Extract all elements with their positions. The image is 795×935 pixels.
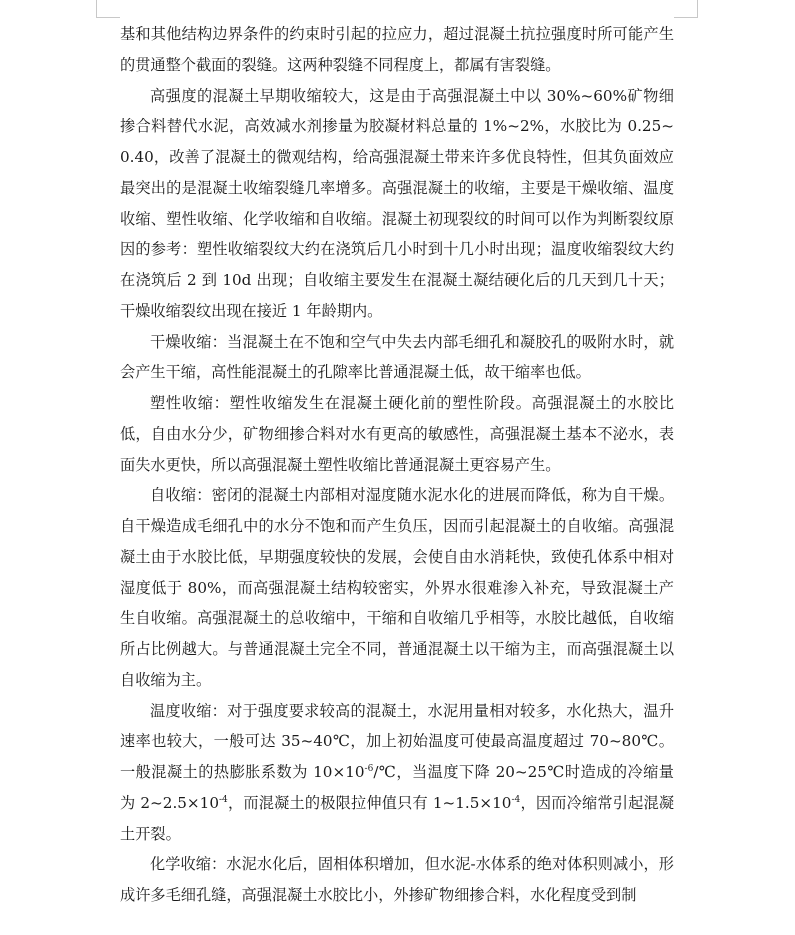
paragraph-text: 自收缩：密闭的混凝土内部相对湿度随水泥水化的进展而降低，称为自干燥。自干燥造成毛细孔中的水分不饱和而产生负压，因而引起混凝土的自收缩。高强混凝土由于水胶比低，早期强度较快的发展，会使自由水消耗快，致使孔体系中相对湿度低于 80%，而高强混凝土结构较密实，外界水很难渗入补充，导致混凝土产生自收缩。高强混凝土的总收缩中，干缩和自收缩几乎相等，水胶比越低，自收缩所占比例越大。与普通混凝土完全不同，普通混凝土以干缩为主，而高强混凝土以自收缩为主。 xyxy=(120,486,674,689)
paragraph-text: 塑性收缩：塑性收缩发生在混凝土硬化前的塑性阶段。高强混凝土的水胶比低，自由水分少，矿物细掺合料对水有更高的敏感性，高强混凝土基本不泌水，表面失水更快，所以高强混凝土塑性收缩比普通混凝土更容易产生。 xyxy=(120,394,674,474)
crop-mark-top-right-horizontal xyxy=(674,17,698,18)
paragraph xyxy=(120,388,674,480)
paragraph-text: ，因而冷缩常引起混凝土开裂。 xyxy=(120,793,675,843)
crop-mark-top-right xyxy=(697,0,698,17)
paragraph-text: 干燥收缩：当混凝土在不饱和空气中失去内部毛细孔和凝胶孔的吸附水时，就会产生干缩，高性能混凝土的孔隙率比普通混凝土低，故干缩率也低。 xyxy=(120,332,674,382)
paragraph-text: 基和其他结构边界条件的约束时引起的拉应力，超过混凝土抗拉强度时所可能产生的贯通整个截面的裂缝。这两种裂缝不同程度上，都属有害裂缝。 xyxy=(120,25,674,74)
crop-mark-top-left xyxy=(96,0,97,17)
document-body xyxy=(120,19,674,911)
paragraph xyxy=(120,19,674,81)
paragraph xyxy=(120,327,674,389)
paragraph xyxy=(120,81,674,327)
superscript-exponent: -6 xyxy=(364,764,374,774)
paragraph-text: 高强度的混凝土早期收缩较大，这是由于高强混凝土中以 30%~60%矿物细掺合料替代水泥，高效减水剂掺量为胶凝材料总量的 1%~2%，水胶比为 0.25~0.40，改善了混凝土的微观结构，给高强混凝土带来许多优良特性，但其负面效应最突出的是混凝土收缩裂缝几率增多。高强混凝土的收缩，主要是干燥收缩、温度收缩、塑性收缩、化学收缩和自收缩。混凝土初现裂纹的时间可以作为判断裂纹原因的参考：塑性收缩裂纹大约在浇筑后几小时到十几小时出现；温度收缩裂纹大约在浇筑后 2 到 10d 出现；自收缩主要发生在混凝土凝结硬化后的几天到几十天；干燥收缩裂纹出现在接近 1 年龄期内。 xyxy=(120,86,674,320)
paragraph-text: ，而混凝土的极限拉伸值只有 1~1.5×10 xyxy=(227,793,512,812)
paragraph xyxy=(120,480,674,695)
superscript-exponent: -4 xyxy=(511,794,521,805)
superscript-exponent: -4 xyxy=(219,794,228,805)
paragraph-text: 化学收缩：水泥水化后，固相体积增加，但水泥-水体系的绝对体积则减小，形成许多毛细孔缝，高强混凝土水胶比小，外掺矿物细掺合料，水化程度受到制 xyxy=(120,855,674,904)
paragraph-text: /℃，当温度下降 20~25℃时造成的冷缩量为 2~2.5×10 xyxy=(120,763,674,812)
crop-mark-top-left-horizontal xyxy=(96,17,120,18)
paragraph-text: 温度收缩：对于强度要求较高的混凝土，水泥用量相对较多，水化热大，温升速率也较大，一般可达 35~40℃，加上初始温度可使最高温度超过 70~80℃。一般混凝土的热膨胀系数为 10×10 xyxy=(120,701,674,781)
paragraph xyxy=(120,696,674,850)
paragraph xyxy=(120,849,674,911)
